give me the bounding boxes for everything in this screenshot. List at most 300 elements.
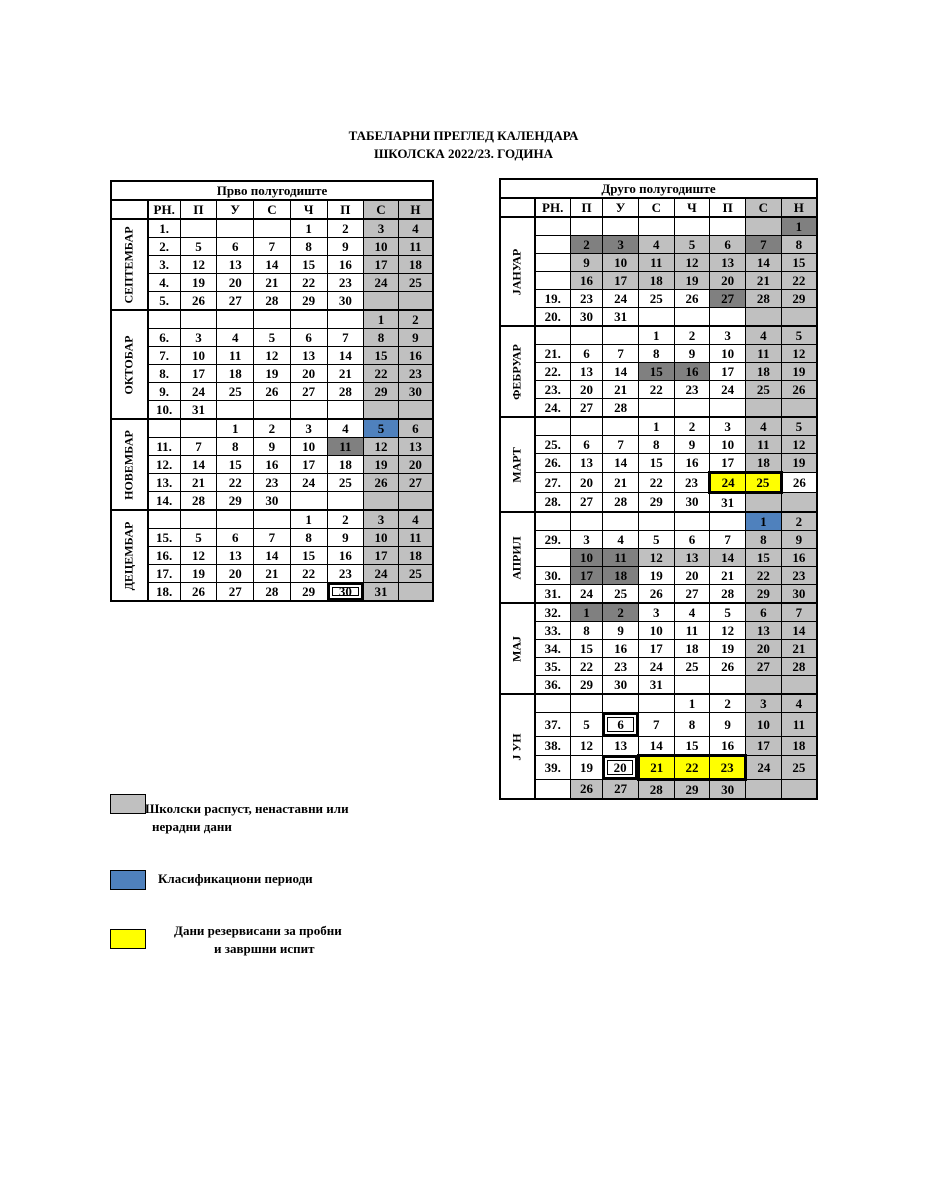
day-cell: 24 bbox=[710, 381, 746, 399]
day-cell: 3 bbox=[570, 531, 602, 549]
day-cell bbox=[638, 399, 674, 418]
legend-exam-label-2: и завршни испит bbox=[214, 941, 315, 956]
day-cell: 29 bbox=[290, 583, 327, 602]
week-row bbox=[500, 549, 817, 567]
day-cell: 23 bbox=[674, 473, 710, 493]
day-cell: 29 bbox=[674, 780, 710, 800]
week-number bbox=[535, 780, 571, 800]
day-cell: 10 bbox=[638, 622, 674, 640]
day-cell bbox=[781, 399, 817, 418]
month-name: МАЈ bbox=[509, 635, 524, 662]
day-cell: 14 bbox=[254, 256, 291, 274]
day-cell: 30 bbox=[327, 583, 364, 602]
week-number bbox=[535, 326, 571, 345]
day-cell: 3 bbox=[638, 603, 674, 622]
day-cell: 4 bbox=[745, 326, 781, 345]
week-row bbox=[500, 217, 817, 236]
day-cell: 20 bbox=[398, 456, 433, 474]
day-cell: 5 bbox=[638, 531, 674, 549]
day-cell: 20 bbox=[570, 381, 602, 399]
week-number: 14. bbox=[148, 492, 180, 511]
week-number: 26. bbox=[535, 454, 571, 473]
day-cell bbox=[710, 308, 746, 327]
day-cell bbox=[398, 492, 433, 511]
column-header: П bbox=[327, 200, 364, 219]
day-cell: 15 bbox=[745, 549, 781, 567]
day-cell bbox=[781, 780, 817, 800]
day-cell bbox=[674, 399, 710, 418]
day-cell: 28 bbox=[638, 780, 674, 800]
day-cell: 12 bbox=[674, 254, 710, 272]
day-cell: 7 bbox=[745, 236, 781, 254]
week-number: 15. bbox=[148, 529, 180, 547]
day-cell: 24 bbox=[745, 756, 781, 780]
week-row bbox=[500, 713, 817, 737]
day-cell: 27 bbox=[398, 474, 433, 492]
day-cell: 19 bbox=[570, 756, 602, 780]
day-cell: 25 bbox=[638, 290, 674, 308]
day-cell: 4 bbox=[398, 510, 433, 529]
day-cell: 15 bbox=[638, 363, 674, 381]
day-cell: 10 bbox=[364, 529, 399, 547]
day-cell: 28 bbox=[603, 493, 639, 513]
day-cell bbox=[638, 308, 674, 327]
day-cell: 8 bbox=[217, 438, 254, 456]
legend-swatch-classification bbox=[110, 870, 146, 890]
day-cell: 25 bbox=[603, 585, 639, 604]
month-label bbox=[500, 217, 535, 326]
column-header: РН. bbox=[148, 200, 180, 219]
day-cell bbox=[603, 417, 639, 436]
day-cell: 6 bbox=[710, 236, 746, 254]
month-name: Ј УН bbox=[509, 732, 524, 761]
column-header: Н bbox=[781, 198, 817, 217]
day-cell: 18 bbox=[327, 456, 364, 474]
day-cell bbox=[674, 308, 710, 327]
day-cell: 18 bbox=[745, 454, 781, 473]
day-cell: 17 bbox=[364, 256, 399, 274]
day-cell bbox=[638, 512, 674, 531]
week-row bbox=[500, 399, 817, 418]
month-name: ДЕЦЕМБАР bbox=[121, 521, 136, 590]
day-cell: 12 bbox=[781, 436, 817, 454]
day-cell: 7 bbox=[180, 438, 217, 456]
day-cell bbox=[745, 217, 781, 236]
day-cell: 3 bbox=[745, 694, 781, 713]
day-cell: 11 bbox=[398, 238, 433, 256]
day-cell: 9 bbox=[781, 531, 817, 549]
month-name: ФЕБРУАР bbox=[509, 343, 524, 400]
day-cell: 13 bbox=[290, 347, 327, 365]
week-row bbox=[111, 219, 433, 238]
week-number: 13. bbox=[148, 474, 180, 492]
day-cell: 10 bbox=[364, 238, 399, 256]
day-cell: 8 bbox=[745, 531, 781, 549]
day-cell: 25 bbox=[745, 381, 781, 399]
week-number bbox=[535, 254, 571, 272]
week-number: 32. bbox=[535, 603, 571, 622]
day-cell: 2 bbox=[674, 417, 710, 436]
week-number: 10. bbox=[148, 401, 180, 420]
day-cell: 9 bbox=[327, 529, 364, 547]
day-cell: 17 bbox=[710, 454, 746, 473]
day-cell: 15 bbox=[638, 454, 674, 473]
day-cell: 24 bbox=[570, 585, 602, 604]
day-cell: 3 bbox=[710, 326, 746, 345]
day-cell bbox=[603, 217, 639, 236]
week-row bbox=[111, 492, 433, 511]
day-cell bbox=[745, 493, 781, 513]
day-cell: 12 bbox=[638, 549, 674, 567]
day-cell: 23 bbox=[781, 567, 817, 585]
day-cell: 3 bbox=[290, 419, 327, 438]
day-cell: 24 bbox=[290, 474, 327, 492]
day-cell: 14 bbox=[180, 456, 217, 474]
day-cell: 14 bbox=[254, 547, 291, 565]
day-cell bbox=[254, 219, 291, 238]
week-number bbox=[535, 549, 571, 567]
first-half-table bbox=[110, 180, 434, 602]
second-half-table bbox=[499, 178, 818, 800]
column-header: У bbox=[603, 198, 639, 217]
day-cell: 27 bbox=[603, 780, 639, 800]
day-cell: 7 bbox=[710, 531, 746, 549]
day-cell: 10 bbox=[180, 347, 217, 365]
day-cell: 30 bbox=[570, 308, 602, 327]
day-cell bbox=[290, 492, 327, 511]
week-number: 4. bbox=[148, 274, 180, 292]
day-cell: 26 bbox=[570, 780, 602, 800]
day-cell bbox=[710, 676, 746, 695]
day-cell bbox=[398, 292, 433, 311]
column-header: С bbox=[638, 198, 674, 217]
day-cell: 8 bbox=[674, 713, 710, 737]
legend-holiday-label-2: нерадни дани bbox=[152, 819, 232, 834]
day-cell: 8 bbox=[638, 345, 674, 363]
day-cell bbox=[781, 676, 817, 695]
month-label bbox=[111, 419, 148, 510]
day-cell: 28 bbox=[710, 585, 746, 604]
day-cell bbox=[217, 310, 254, 329]
day-cell: 10 bbox=[570, 549, 602, 567]
day-cell bbox=[217, 510, 254, 529]
day-cell bbox=[290, 401, 327, 420]
week-number: 3. bbox=[148, 256, 180, 274]
day-cell: 11 bbox=[745, 345, 781, 363]
corner-cell bbox=[111, 200, 148, 219]
month-label bbox=[500, 512, 535, 603]
day-cell: 24 bbox=[180, 383, 217, 401]
week-number: 9. bbox=[148, 383, 180, 401]
day-cell: 2 bbox=[674, 326, 710, 345]
day-cell bbox=[254, 401, 291, 420]
week-row bbox=[500, 531, 817, 549]
day-cell: 12 bbox=[781, 345, 817, 363]
day-cell: 7 bbox=[603, 345, 639, 363]
day-cell bbox=[745, 780, 781, 800]
day-cell: 13 bbox=[745, 622, 781, 640]
day-cell: 21 bbox=[254, 274, 291, 292]
day-cell: 7 bbox=[254, 238, 291, 256]
week-number bbox=[148, 510, 180, 529]
day-cell: 1 bbox=[290, 219, 327, 238]
week-row bbox=[111, 238, 433, 256]
day-cell: 16 bbox=[603, 640, 639, 658]
week-number bbox=[535, 236, 571, 254]
day-cell: 26 bbox=[781, 381, 817, 399]
day-cell bbox=[180, 419, 217, 438]
week-row bbox=[111, 274, 433, 292]
month-name: МАРТ bbox=[509, 446, 524, 483]
legend-swatch-exam bbox=[110, 929, 146, 949]
week-row bbox=[500, 454, 817, 473]
day-cell: 21 bbox=[254, 565, 291, 583]
day-cell: 20 bbox=[217, 274, 254, 292]
day-cell bbox=[180, 310, 217, 329]
month-label bbox=[500, 694, 535, 799]
day-cell: 6 bbox=[745, 603, 781, 622]
week-number: 22. bbox=[535, 363, 571, 381]
day-cell: 19 bbox=[781, 363, 817, 381]
day-cell: 20 bbox=[745, 640, 781, 658]
day-cell: 13 bbox=[710, 254, 746, 272]
day-cell: 22 bbox=[364, 365, 399, 383]
day-cell: 15 bbox=[781, 254, 817, 272]
week-row bbox=[500, 326, 817, 345]
day-cell: 18 bbox=[217, 365, 254, 383]
week-row bbox=[111, 401, 433, 420]
week-row bbox=[111, 474, 433, 492]
day-cell: 16 bbox=[254, 456, 291, 474]
day-cell: 2 bbox=[781, 512, 817, 531]
day-cell: 29 bbox=[638, 493, 674, 513]
week-row bbox=[500, 236, 817, 254]
day-cell: 25 bbox=[327, 474, 364, 492]
day-cell: 3 bbox=[710, 417, 746, 436]
day-cell: 13 bbox=[603, 737, 639, 756]
day-cell: 22 bbox=[674, 756, 710, 780]
week-number bbox=[535, 417, 571, 436]
day-cell: 2 bbox=[603, 603, 639, 622]
week-row bbox=[500, 622, 817, 640]
day-cell: 11 bbox=[217, 347, 254, 365]
legend-exam-label-1: Дани резервисани за пробни bbox=[174, 923, 342, 938]
day-cell: 4 bbox=[674, 603, 710, 622]
day-cell: 2 bbox=[570, 236, 602, 254]
day-cell: 29 bbox=[217, 492, 254, 511]
day-cell: 22 bbox=[781, 272, 817, 290]
day-cell: 11 bbox=[398, 529, 433, 547]
week-row bbox=[500, 694, 817, 713]
week-row bbox=[111, 565, 433, 583]
half-title: Друго полугодиште bbox=[500, 179, 817, 198]
week-row bbox=[111, 547, 433, 565]
week-number bbox=[148, 419, 180, 438]
legend-swatch-holiday bbox=[110, 794, 146, 814]
day-cell bbox=[674, 217, 710, 236]
month-label bbox=[500, 603, 535, 694]
day-cell bbox=[710, 399, 746, 418]
day-cell: 19 bbox=[180, 274, 217, 292]
day-cell: 5 bbox=[180, 238, 217, 256]
day-cell: 19 bbox=[710, 640, 746, 658]
day-cell bbox=[290, 310, 327, 329]
week-row bbox=[111, 383, 433, 401]
day-cell: 17 bbox=[638, 640, 674, 658]
week-row bbox=[500, 676, 817, 695]
day-cell bbox=[570, 217, 602, 236]
day-cell: 15 bbox=[570, 640, 602, 658]
week-row bbox=[500, 363, 817, 381]
day-cell bbox=[638, 694, 674, 713]
week-row bbox=[500, 308, 817, 327]
day-cell: 1 bbox=[674, 694, 710, 713]
day-cell: 17 bbox=[364, 547, 399, 565]
week-row bbox=[500, 254, 817, 272]
day-cell: 3 bbox=[364, 219, 399, 238]
day-cell: 9 bbox=[674, 345, 710, 363]
day-cell: 29 bbox=[364, 383, 399, 401]
corner-cell bbox=[500, 198, 535, 217]
day-cell: 5 bbox=[781, 417, 817, 436]
week-row bbox=[111, 456, 433, 474]
week-row bbox=[500, 567, 817, 585]
week-number: 18. bbox=[148, 583, 180, 602]
week-row bbox=[111, 419, 433, 438]
week-number bbox=[535, 272, 571, 290]
day-cell: 16 bbox=[398, 347, 433, 365]
day-cell: 9 bbox=[398, 329, 433, 347]
day-cell: 14 bbox=[603, 454, 639, 473]
day-cell: 18 bbox=[745, 363, 781, 381]
day-cell: 1 bbox=[364, 310, 399, 329]
day-cell bbox=[180, 510, 217, 529]
day-cell: 18 bbox=[398, 256, 433, 274]
week-row bbox=[500, 512, 817, 531]
day-cell: 23 bbox=[327, 274, 364, 292]
week-number: 12. bbox=[148, 456, 180, 474]
week-row bbox=[500, 737, 817, 756]
day-cell bbox=[710, 512, 746, 531]
day-cell: 31 bbox=[710, 493, 746, 513]
day-cell: 27 bbox=[570, 493, 602, 513]
day-cell: 16 bbox=[710, 737, 746, 756]
week-row bbox=[111, 365, 433, 383]
day-cell: 4 bbox=[327, 419, 364, 438]
day-cell: 21 bbox=[638, 756, 674, 780]
day-cell: 27 bbox=[570, 399, 602, 418]
column-header: Ч bbox=[674, 198, 710, 217]
week-row bbox=[500, 585, 817, 604]
week-number: 34. bbox=[535, 640, 571, 658]
day-cell: 29 bbox=[745, 585, 781, 604]
week-row bbox=[500, 756, 817, 780]
day-cell: 1 bbox=[745, 512, 781, 531]
day-cell: 9 bbox=[710, 713, 746, 737]
month-label bbox=[111, 510, 148, 601]
day-cell: 27 bbox=[217, 583, 254, 602]
day-cell: 3 bbox=[364, 510, 399, 529]
week-number: 31. bbox=[535, 585, 571, 604]
day-cell bbox=[364, 292, 399, 311]
week-row bbox=[500, 381, 817, 399]
day-cell: 19 bbox=[254, 365, 291, 383]
month-name: ОКТОБАР bbox=[121, 335, 136, 394]
day-cell: 4 bbox=[217, 329, 254, 347]
day-cell: 20 bbox=[290, 365, 327, 383]
day-cell: 24 bbox=[638, 658, 674, 676]
week-number: 1. bbox=[148, 219, 180, 238]
day-cell: 4 bbox=[398, 219, 433, 238]
day-cell: 23 bbox=[570, 290, 602, 308]
day-cell bbox=[364, 401, 399, 420]
day-cell bbox=[674, 676, 710, 695]
day-cell: 14 bbox=[638, 737, 674, 756]
month-name: ЈАНУАР bbox=[509, 248, 524, 295]
day-cell: 17 bbox=[570, 567, 602, 585]
month-name: АПРИЛ bbox=[509, 535, 524, 580]
day-cell: 2 bbox=[710, 694, 746, 713]
day-cell bbox=[674, 512, 710, 531]
day-cell: 11 bbox=[638, 254, 674, 272]
day-cell: 23 bbox=[603, 658, 639, 676]
column-header: П bbox=[570, 198, 602, 217]
month-name: НОВЕМБАР bbox=[121, 429, 136, 500]
week-row bbox=[111, 292, 433, 311]
day-cell: 19 bbox=[364, 456, 399, 474]
day-cell: 5 bbox=[674, 236, 710, 254]
half-title: Прво полугодиште bbox=[111, 181, 433, 200]
day-cell: 31 bbox=[603, 308, 639, 327]
day-cell: 26 bbox=[180, 583, 217, 602]
day-cell: 31 bbox=[180, 401, 217, 420]
day-cell: 8 bbox=[290, 238, 327, 256]
day-cell: 15 bbox=[217, 456, 254, 474]
day-cell: 30 bbox=[254, 492, 291, 511]
day-cell: 12 bbox=[254, 347, 291, 365]
week-number: 8. bbox=[148, 365, 180, 383]
day-cell: 24 bbox=[603, 290, 639, 308]
day-cell: 12 bbox=[570, 737, 602, 756]
day-cell: 28 bbox=[254, 583, 291, 602]
day-cell: 6 bbox=[674, 531, 710, 549]
day-cell bbox=[603, 694, 639, 713]
day-cell: 9 bbox=[603, 622, 639, 640]
day-cell bbox=[398, 401, 433, 420]
day-cell: 30 bbox=[710, 780, 746, 800]
day-cell: 28 bbox=[327, 383, 364, 401]
column-header: С bbox=[254, 200, 291, 219]
day-cell: 29 bbox=[290, 292, 327, 311]
week-number: 21. bbox=[535, 345, 571, 363]
day-cell bbox=[781, 493, 817, 513]
day-cell bbox=[603, 512, 639, 531]
week-number: 37. bbox=[535, 713, 571, 737]
day-cell: 10 bbox=[603, 254, 639, 272]
day-cell bbox=[570, 694, 602, 713]
column-header: С bbox=[364, 200, 399, 219]
day-cell: 21 bbox=[327, 365, 364, 383]
week-row bbox=[111, 438, 433, 456]
day-cell: 20 bbox=[570, 473, 602, 493]
day-cell: 8 bbox=[638, 436, 674, 454]
day-cell: 13 bbox=[217, 256, 254, 274]
week-number: 7. bbox=[148, 347, 180, 365]
day-cell: 19 bbox=[674, 272, 710, 290]
day-cell: 17 bbox=[603, 272, 639, 290]
day-cell: 26 bbox=[254, 383, 291, 401]
month-name: СЕПТЕМБАР bbox=[121, 225, 136, 304]
